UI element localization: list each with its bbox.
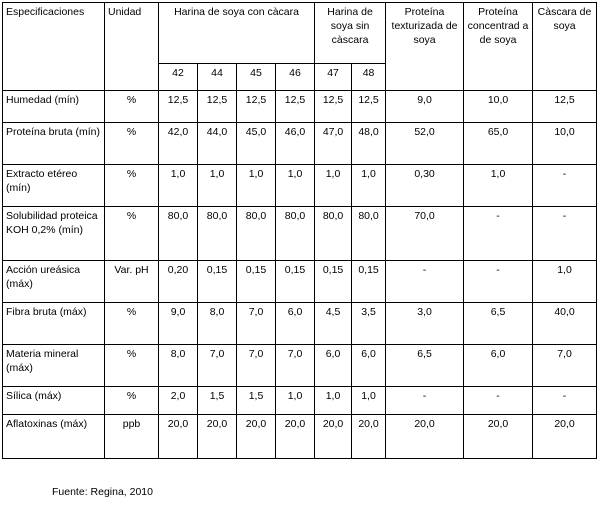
value-cell-cascara: 20,0	[533, 415, 597, 459]
value-cell-cascara: 40,0	[533, 303, 597, 345]
table-row	[3, 165, 597, 207]
value-cell: 80,0	[276, 207, 315, 261]
value-cell: 80,0	[237, 207, 276, 261]
row-unit: %	[105, 123, 159, 165]
value-cell: 1,0	[352, 165, 386, 207]
table-row	[3, 91, 597, 123]
value-cell-concentrada: -	[464, 261, 533, 303]
table-row	[3, 303, 597, 345]
value-cell: 80,0	[159, 207, 198, 261]
value-cell-concentrada: 6,0	[464, 345, 533, 387]
value-cell: 12,5	[198, 91, 237, 123]
value-cell-cascara: -	[533, 387, 597, 415]
subheader-cell: 45	[237, 64, 276, 91]
value-cell: 1,0	[352, 387, 386, 415]
subheader-cell: 44	[198, 64, 237, 91]
value-cell: 1,0	[159, 165, 198, 207]
value-cell: 20,0	[237, 415, 276, 459]
value-cell: 0,15	[315, 261, 352, 303]
value-cell-texturizada: 9,0	[386, 91, 464, 123]
specifications-table	[2, 2, 597, 459]
value-cell: 1,0	[198, 165, 237, 207]
value-cell-texturizada: 52,0	[386, 123, 464, 165]
header-cascara-soya: Càscara de soya	[533, 3, 597, 91]
value-cell: 7,0	[237, 303, 276, 345]
subheader-cell: 42	[159, 64, 198, 91]
row-label: Fibra bruta (máx)	[3, 303, 105, 345]
header-harina-con-cascara: Harina de soya con càcara	[159, 3, 315, 64]
source-note: Fuente: Regina, 2010	[52, 486, 153, 498]
value-cell: 7,0	[198, 345, 237, 387]
value-cell: 44,0	[198, 123, 237, 165]
row-label: Humedad (mín)	[3, 91, 105, 123]
value-cell: 0,15	[352, 261, 386, 303]
subheader-cell: 46	[276, 64, 315, 91]
header-proteina-concentrada: Proteína concentrad a de soya	[464, 3, 533, 91]
value-cell-cascara: 1,0	[533, 261, 597, 303]
subheader-cell: 48	[352, 64, 386, 91]
value-cell: 1,0	[315, 165, 352, 207]
value-cell: 0,15	[237, 261, 276, 303]
value-cell-concentrada: 1,0	[464, 165, 533, 207]
value-cell-texturizada: 3,0	[386, 303, 464, 345]
row-label: Extracto etéreo (mín)	[3, 165, 105, 207]
value-cell: 0,20	[159, 261, 198, 303]
value-cell-texturizada: 70,0	[386, 207, 464, 261]
value-cell: 1,5	[237, 387, 276, 415]
value-cell: 20,0	[198, 415, 237, 459]
value-cell: 80,0	[198, 207, 237, 261]
row-unit: Var. pH	[105, 261, 159, 303]
row-label: Sílica (máx)	[3, 387, 105, 415]
value-cell: 2,0	[159, 387, 198, 415]
subheader-cell: 47	[315, 64, 352, 91]
value-cell-cascara: 10,0	[533, 123, 597, 165]
value-cell: 0,15	[198, 261, 237, 303]
value-cell: 0,15	[276, 261, 315, 303]
value-cell: 80,0	[352, 207, 386, 261]
value-cell: 1,0	[315, 387, 352, 415]
value-cell-concentrada: -	[464, 207, 533, 261]
table-row	[3, 123, 597, 165]
header-unit: Unidad	[105, 3, 159, 91]
value-cell-concentrada: -	[464, 387, 533, 415]
value-cell: 20,0	[276, 415, 315, 459]
table-row	[3, 345, 597, 387]
header-specifications: Especificaciones	[3, 3, 105, 91]
table-row	[3, 415, 597, 459]
header-proteina-texturizada: Proteína texturizada de soya	[386, 3, 464, 91]
value-cell: 47,0	[315, 123, 352, 165]
value-cell-texturizada: 20,0	[386, 415, 464, 459]
header-row	[3, 3, 597, 64]
value-cell-concentrada: 20,0	[464, 415, 533, 459]
value-cell: 4,5	[315, 303, 352, 345]
value-cell-cascara: 7,0	[533, 345, 597, 387]
row-unit: %	[105, 345, 159, 387]
row-label: Materia mineral (máx)	[3, 345, 105, 387]
table-body	[3, 91, 597, 459]
value-cell: 8,0	[198, 303, 237, 345]
header-harina-sin-cascara: Harina de soya sin càscara	[315, 3, 386, 64]
value-cell: 1,0	[276, 165, 315, 207]
value-cell: 6,0	[352, 345, 386, 387]
value-cell-cascara: 12,5	[533, 91, 597, 123]
value-cell: 12,5	[237, 91, 276, 123]
row-unit: %	[105, 165, 159, 207]
row-label: Acción ureásica (máx)	[3, 261, 105, 303]
table-row	[3, 387, 597, 415]
value-cell: 46,0	[276, 123, 315, 165]
value-cell-texturizada: -	[386, 261, 464, 303]
value-cell-cascara: -	[533, 207, 597, 261]
value-cell: 6,0	[315, 345, 352, 387]
row-unit: %	[105, 387, 159, 415]
value-cell: 8,0	[159, 345, 198, 387]
value-cell: 1,0	[276, 387, 315, 415]
value-cell-concentrada: 65,0	[464, 123, 533, 165]
value-cell-texturizada: 0,30	[386, 165, 464, 207]
row-label: Aflatoxinas (máx)	[3, 415, 105, 459]
row-label: Proteína bruta (mín)	[3, 123, 105, 165]
value-cell: 9,0	[159, 303, 198, 345]
value-cell: 1,0	[237, 165, 276, 207]
value-cell-cascara: -	[533, 165, 597, 207]
value-cell-concentrada: 10,0	[464, 91, 533, 123]
row-unit: ppb	[105, 415, 159, 459]
value-cell: 48,0	[352, 123, 386, 165]
row-unit: %	[105, 303, 159, 345]
value-cell: 6,0	[276, 303, 315, 345]
value-cell: 12,5	[352, 91, 386, 123]
value-cell: 45,0	[237, 123, 276, 165]
row-unit: %	[105, 91, 159, 123]
value-cell-texturizada: 6,5	[386, 345, 464, 387]
value-cell: 20,0	[352, 415, 386, 459]
value-cell-concentrada: 6,5	[464, 303, 533, 345]
table-row	[3, 261, 597, 303]
value-cell: 42,0	[159, 123, 198, 165]
row-unit: %	[105, 207, 159, 261]
row-label: Solubilidad proteica KOH 0,2% (mín)	[3, 207, 105, 261]
value-cell: 80,0	[315, 207, 352, 261]
value-cell: 20,0	[159, 415, 198, 459]
value-cell: 12,5	[159, 91, 198, 123]
value-cell: 12,5	[276, 91, 315, 123]
value-cell: 3,5	[352, 303, 386, 345]
table-row	[3, 207, 597, 261]
value-cell: 7,0	[276, 345, 315, 387]
value-cell: 7,0	[237, 345, 276, 387]
value-cell-texturizada: -	[386, 387, 464, 415]
value-cell: 20,0	[315, 415, 352, 459]
value-cell: 12,5	[315, 91, 352, 123]
value-cell: 1,5	[198, 387, 237, 415]
